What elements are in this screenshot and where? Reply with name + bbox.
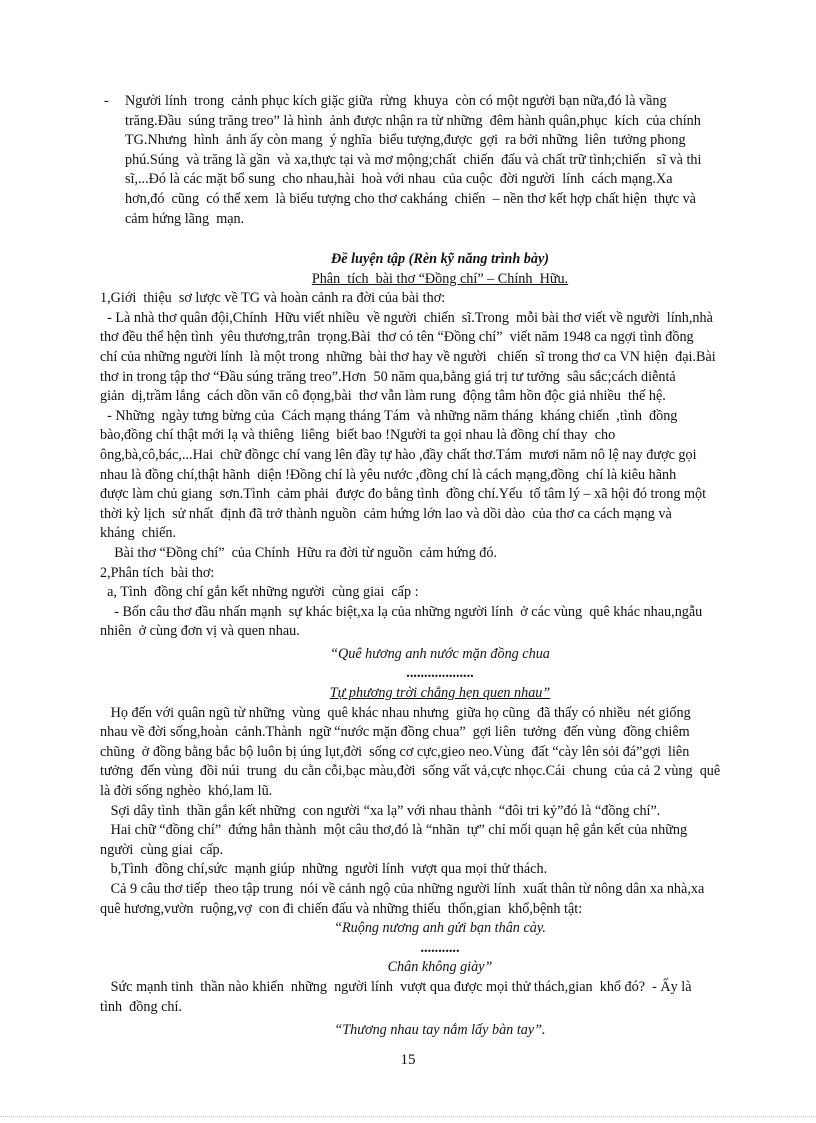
text-line: Người lính trong cảnh phục kích giặc giữa rừng khuya còn có một người bạn nữa,đó là vầng xyxy=(125,93,667,109)
text-line: giản dị,trầm lắng cách dồn văn cô đọng,bài thơ vẫn làm rung động tâm hồn độc giả nhiều thế hệ. xyxy=(100,388,666,405)
text-line: tình đồng chí. xyxy=(100,998,182,1015)
text-line: sĩ,...Đó là các mặt bổ sung cho nhau,hài hoà với nhau của cuộc đời người lính cách mạng.Xa xyxy=(125,171,673,188)
bullet-marker: - xyxy=(104,93,109,109)
text-line: ông,bà,cô,bác,...Hai chữ đồngc chí vang lên đầy tự hào ,đầy chất thơ.Tám mươi năm nô lệ nay được gọi xyxy=(100,446,697,463)
text-line: thơ đều thể hện tình yêu thương,trân trọng.Bài thơ có tên “Đồng chí” viết năm 1948 ca ngợi tình đồng xyxy=(100,329,694,346)
text-line: a, Tình đồng chí gắn kết những người cùng giai cấp : xyxy=(100,584,419,601)
page-bottom-divider xyxy=(0,1116,816,1117)
text-line: thơ in trong tập thơ “Đầu súng trăng treo”.Hơn 50 năm qua,bằng giá trị tư tưởng sâu sắc;cách diễntả xyxy=(100,368,676,385)
intro-bullet-paragraph xyxy=(104,92,764,229)
text-line: Hai chữ “đồng chí” đứng hẳn thành một câu thơ,đó là “nhãn tự” chỉ mối quạn hệ gắn kết của những xyxy=(100,822,688,839)
poem-quote-line: Chân không giày” xyxy=(387,959,493,976)
text-line: chũng ở đồng bằng bắc bộ luôn bị úng lụt,đời sống cơ cực,gieo neo.Vùng đất “cày lên sỏi đá”gợi liên xyxy=(100,743,690,760)
text-line: trăng.Đầu súng trăng treo” là hình ảnh được nhận ra từ những đêm hành quân,phục kích của chính xyxy=(125,112,701,129)
text-line: thời kỳ lịch sử nhất định đã trở thành nguồn cảm hứng lớn lao và dồi dào của thơ ca cách mạng và xyxy=(100,505,672,522)
text-line: bào,đồng chí thật mới lạ và thiêng liêng biết bao !Người ta gọi nhau là đồng chí thay cho xyxy=(100,427,616,444)
text-line: nhau về đời sống,hoàn cảnh.Thành ngữ “nước mặn đồng chua” gợi liên tưởng đến vùng đồng chiêm xyxy=(100,724,690,741)
text-line: được làm chủ giang sơn.Tình cảm phải được đo bằng tình đồng chí.Yếu tố tâm lý – xã hội đó trong một xyxy=(100,486,707,503)
text-line: Họ đến với quân ngũ từ những vùng quê khác nhau nhưng giữa họ cũng đã thấy có nhiều nét giống xyxy=(100,704,691,721)
poem-quote-line: “Thương nhau tay nắm lấy bàn tay”. xyxy=(334,1022,546,1039)
page-number: 15 xyxy=(400,1052,416,1068)
poem-ellipsis: ................... xyxy=(406,665,474,682)
poem-quote-line: “Quê hương anh nước mặn đồng chua xyxy=(330,645,550,662)
text-line: là đời sống nghèo khó,lam lũ. xyxy=(100,783,273,800)
exercise-title: Đề luyện tập (Rèn kỹ năng trình bày) xyxy=(331,251,549,267)
text-line: kháng chiến. xyxy=(100,525,177,542)
text-line: 1,Giới thiệu sơ lược về TG và hoàn cảnh ra đời của bài thơ: xyxy=(100,290,446,307)
text-line: Sợi dây tình thần gắn kết những con người “xa lạ” với nhau thành “đôi tri kỷ”đó là “đồng chí”. xyxy=(100,802,661,819)
text-line: nhiên ở cùng đơn vị và quen nhau. xyxy=(100,623,300,640)
text-line: chí của những người lính là một trong những bài thơ hay về người chiến sĩ trong thơ ca VN hiện đại.Bài xyxy=(100,348,716,365)
text-line: Cả 9 câu thơ tiếp theo tập trung nói về cảnh ngộ của những người lính xuất thân từ nông dân xa nhà,xa xyxy=(100,881,705,897)
text-line: nhau là đồng chí,thật hãnh diện !Đồng chí là yêu nước ,đồng chí là cách mạng,đồng chí là kiêu hãnh xyxy=(100,466,677,483)
text-line: - Là nhà thơ quân đội,Chính Hữu viết nhiều về người chiến sĩ.Trong mỗi bài thơ viết về người lính,nhà xyxy=(100,309,713,326)
text-line: TG.Nhưng hình ảnh ấy còn mang ý nghĩa biểu tượng,được gợi ra bởi những liên tưởng phong xyxy=(125,132,686,149)
text-line: b,Tình đồng chí,sức mạnh giúp những người lính vượt qua mọi thử thách. xyxy=(100,861,548,878)
poem-ellipsis: ........... xyxy=(420,939,460,956)
text-line: - Bốn câu thơ đầu nhấn mạnh sự khác biệt,xa lạ của những người lính ở các vùng quê khác nhau,ngẫu xyxy=(100,603,703,620)
text-line: Bài thơ “Đồng chí” của Chính Hữu ra đời từ nguồn cảm hứng đó. xyxy=(100,544,498,561)
text-line: - Những ngày tưng bừng của Cách mạng tháng Tám và những năm tháng kháng chiến ,tình đồng xyxy=(100,407,678,424)
text-line: phú.Súng và trăng là gần và xa,thực tại và mơ mộng;chất chiến đấu và chất trữ tình;chiến sĩ và thi xyxy=(125,151,702,168)
exercise-subtitle: Phân tích bài thơ “Đồng chí” – Chính Hữu. xyxy=(311,270,569,287)
poem-quote-line: Tự phương trời chẳng hẹn quen nhau” xyxy=(329,685,551,702)
text-line: cảm hứng lãng mạn. xyxy=(125,210,245,227)
intro-text xyxy=(125,92,764,229)
text-line: hơn,đó cũng có thể xem là biểu tượng cho thơ cakháng chiến – nền thơ kết hợp chất hiện thực và xyxy=(125,190,696,207)
poem-quote-line: “Ruộng nương anh gửi bạn thân cày. xyxy=(334,920,546,937)
text-line: 2,Phân tích bài thơ: xyxy=(100,564,215,581)
text-line: Sức mạnh tinh thần nào khiến những người lính vượt qua được mọi thử thách,gian khổ đó? - Ấy là xyxy=(100,978,692,995)
text-line: quê hương,vườn ruộng,vợ con đi chiến đấu và những thiếu thốn,gian khổ,bệnh tật: xyxy=(100,900,583,917)
main-content xyxy=(100,242,780,1041)
text-line: tưởng đến vùng đồi núi trung du cằn cỗi,bạc màu,đời sống vất vả,cực nhọc.Cái chung của cả 2 vùng quê xyxy=(100,763,721,780)
text-line: người cùng giai cấp. xyxy=(100,841,224,858)
